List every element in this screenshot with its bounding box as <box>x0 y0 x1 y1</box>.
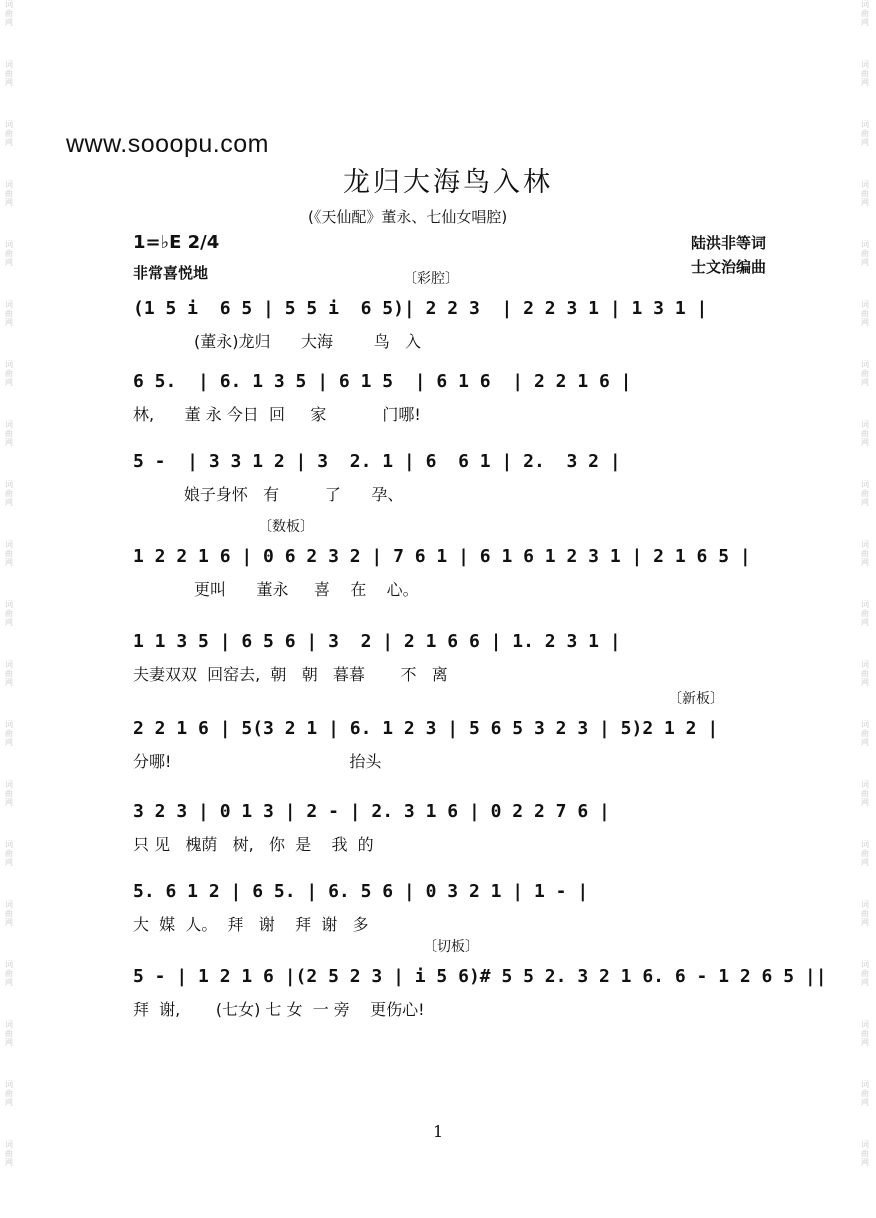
watermark-group: 词 曲 网 <box>861 420 869 447</box>
watermark-group: 词 曲 网 <box>861 1140 869 1167</box>
key-signature: 1=♭E 2/4 <box>133 232 220 253</box>
watermark-group: 词 曲 网 <box>861 300 869 327</box>
lyrics-line: (董永)龙归 大海 鸟 入 <box>133 332 421 351</box>
watermark-group: 词 曲 网 <box>861 960 869 987</box>
song-title: 龙归大海鸟入林 <box>343 167 553 198</box>
lyrics-line: 夫妻双双 回窑去, 朝 朝 暮暮 不 离 <box>133 665 448 684</box>
watermark-group: 词 曲 网 <box>5 1140 13 1167</box>
watermark-group: 词 曲 网 <box>861 840 869 867</box>
watermark-group: 词 曲 网 <box>5 840 13 867</box>
site-url[interactable]: www.sooopu.com <box>66 130 269 158</box>
watermark-group: 词 曲 网 <box>5 120 13 147</box>
watermark-group: 词 曲 网 <box>5 900 13 927</box>
lyrics-line: 分哪! 抬头 <box>133 752 382 771</box>
notation-line: 5. 6 1 2 | 6 5. | 6. 5 6 | 0 3 2 1 | 1 - | <box>133 881 589 902</box>
tempo-marking: 非常喜悦地 <box>133 264 209 282</box>
watermark-group: 词 曲 网 <box>5 660 13 687</box>
watermark-group: 词 曲 网 <box>861 720 869 747</box>
watermark-group: 词 曲 网 <box>861 60 869 87</box>
lyrics-line: 拜 谢, (七女) 七 女 一 旁 更伤心! <box>133 1000 425 1019</box>
watermark-group: 词 曲 网 <box>5 360 13 387</box>
watermark-group: 词 曲 网 <box>861 0 869 27</box>
watermark-group: 词 曲 网 <box>861 360 869 387</box>
watermark-group: 词 曲 网 <box>5 420 13 447</box>
notation-line: 6 5. | 6. 1 3 5 | 6 1 5 | 6 1 6 | 2 2 1 6 | <box>133 371 632 392</box>
watermark-group: 词 曲 网 <box>5 60 13 87</box>
song-subtitle: (《天仙配》董永、七仙女唱腔) <box>308 208 508 226</box>
watermark-right <box>858 0 872 1218</box>
watermark-group: 词 曲 网 <box>861 540 869 567</box>
watermark-group: 词 曲 网 <box>861 600 869 627</box>
watermark-left <box>2 0 16 1218</box>
watermark-group: 词 曲 网 <box>861 780 869 807</box>
watermark-group: 词 曲 网 <box>5 1020 13 1047</box>
watermark-group: 词 曲 网 <box>861 660 869 687</box>
watermark-group: 词 曲 网 <box>861 1080 869 1107</box>
page-number: 1 <box>433 1122 444 1141</box>
watermark-group: 词 曲 网 <box>5 600 13 627</box>
watermark-group: 词 曲 网 <box>5 960 13 987</box>
section-mark: 〔彩腔〕 <box>403 271 459 287</box>
watermark-group: 词 曲 网 <box>5 300 13 327</box>
notation-line: 1 1 3 5 | 6 5 6 | 3 2 | 2 1 6 6 | 1. 2 3 1 | <box>133 631 621 652</box>
notation-line: 5 - | 3 3 1 2 | 3 2. 1 | 6 6 1 | 2. 3 2 | <box>133 451 621 472</box>
lyrics-line: 只 见 槐荫 树, 你 是 我 的 <box>133 835 374 854</box>
watermark-group: 词 曲 网 <box>861 900 869 927</box>
watermark-group: 词 曲 网 <box>5 180 13 207</box>
notation-line: (1 5 i 6 5 | 5 5 i 6 5)| 2 2 3 | 2 2 3 1 | 1 3 1 | <box>133 298 708 319</box>
lyrics-line: 更叫 董永 喜 在 心。 <box>133 580 419 599</box>
watermark-group: 词 曲 网 <box>861 240 869 267</box>
watermark-group: 词 曲 网 <box>5 240 13 267</box>
notation-line: 5 - | 1 2 1 6 |(2 5 2 3 | i 5 6)# 5 5 2. 3 2 1 6. 6 - 1 2 6 5 || <box>133 966 827 987</box>
watermark-group: 词 曲 网 <box>861 480 869 507</box>
lyrics-line: 大 媒 人。 拜 谢 拜 谢 多 <box>133 915 369 934</box>
watermark-group: 词 曲 网 <box>5 0 13 27</box>
composer-credit: 士文治编曲 <box>690 258 766 276</box>
notation-line: 3 2 3 | 0 1 3 | 2 - | 2. 3 1 6 | 0 2 2 7 6 | <box>133 801 610 822</box>
watermark-group: 词 曲 网 <box>861 120 869 147</box>
lyricist-credit: 陆洪非等词 <box>690 234 766 252</box>
watermark-group: 词 曲 网 <box>5 540 13 567</box>
notation-line: 2 2 1 6 | 5(3 2 1 | 6. 1 2 3 | 5 6 5 3 2 3 | 5)2 1 2 | <box>133 718 719 739</box>
section-mark: 〔新板〕 <box>668 691 724 707</box>
lyrics-line: 林, 董 永 今日 回 家 门哪! <box>133 405 421 424</box>
section-mark: 〔数板〕 <box>258 519 314 535</box>
watermark-group: 词 曲 网 <box>861 1020 869 1047</box>
notation-line: 1 2 2 1 6 | 0 6 2 3 2 | 7 6 1 | 6 1 6 1 2 3 1 | 2 1 6 5 | <box>133 546 751 567</box>
lyrics-line: 娘子身怀 有 了 孕、 <box>133 485 404 504</box>
watermark-group: 词 曲 网 <box>5 480 13 507</box>
watermark-group: 词 曲 网 <box>5 1080 13 1107</box>
section-mark: 〔切板〕 <box>423 939 479 955</box>
watermark-group: 词 曲 网 <box>5 720 13 747</box>
watermark-group: 词 曲 网 <box>861 180 869 207</box>
watermark-group: 词 曲 网 <box>5 780 13 807</box>
